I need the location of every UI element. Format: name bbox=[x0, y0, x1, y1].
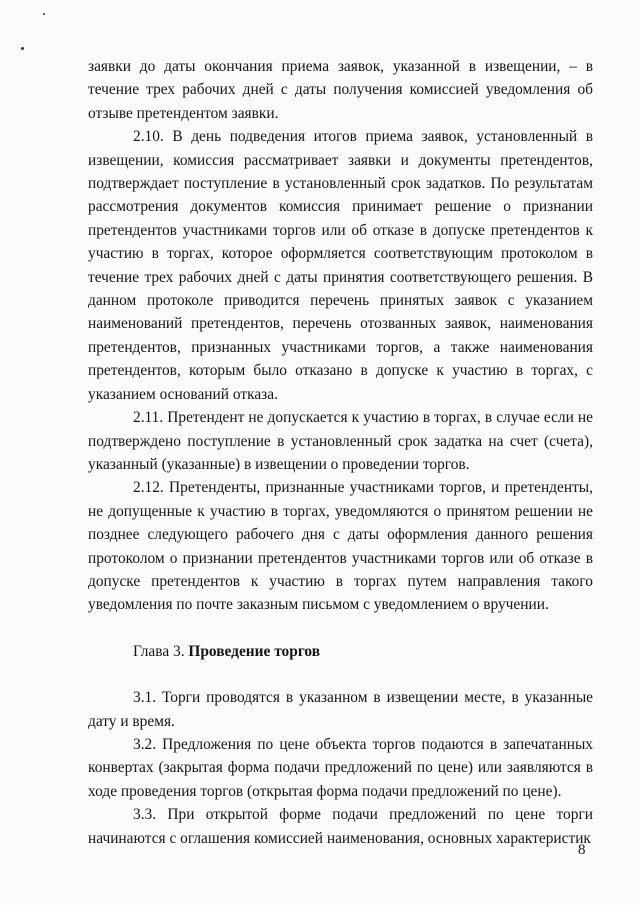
paragraph-3-2: 3.2. Предложения по цене объекта торгов подаются в запечатанных конвертах (закрытая форма подачи предложений по цене) или заявляются в ходе проведения торгов (открытая форма подачи предложений по цене). bbox=[88, 735, 593, 800]
scan-speck bbox=[21, 47, 24, 50]
chapter-title: Проведение торгов bbox=[188, 642, 321, 660]
paragraph-3-3: 3.3. При открытой форме подачи предложений по цене торги начинаются с оглашения комиссией наименования, основных характеристик bbox=[88, 806, 593, 847]
paragraph-continuation: заявки до даты окончания приема заявок, указанной в извещении, – в течение трех рабочих дней с даты получения комиссией уведомления об отзыве претендентом заявки. bbox=[88, 58, 593, 122]
document-body bbox=[88, 55, 593, 850]
paragraph-3-1: 3.1. Торги проводятся в указанном в извещении месте, в указанные дату и время. bbox=[88, 689, 593, 730]
page-number: 8 bbox=[578, 842, 586, 858]
paragraph-2-11: 2.11. Претендент не допускается к участию в торгах, в случае если не подтверждено поступление в установленный срок задатка на счет (счета), указанный (указанные) в извещении о проведении торгов. bbox=[88, 409, 593, 473]
chapter-heading bbox=[88, 640, 593, 663]
chapter-prefix: Глава 3. bbox=[133, 642, 189, 660]
scan-speck bbox=[43, 13, 45, 15]
paragraph-2-10: 2.10. В день подведения итогов приема заявок, установленный в извещении, комиссия рассматривает заявки и документы претендентов, подтверждает поступление в установленный срок задатков. По результатам рассмотрения документов комиссия принимает решение о признании претендентов участниками торгов или об отказе в допуске претендентов к участию в торгах, которое оформляется соответствующим протоколом в течение трех рабочих дней с даты принятия соответствующего решения. В данном протоколе приводится перечень принятых заявок с указанием наименований претендентов, перечень отозванных заявок, наименования претендентов, признанных участниками торгов, а также наименования претендентов, которым было отказано в допуске к участию в торгах, с указанием оснований отказа. bbox=[88, 128, 593, 403]
paragraph-2-12: 2.12. Претенденты, признанные участниками торгов, и претенденты, не допущенные к участию в торгах, уведомляются о принятом решении не позднее следующего рабочего дня с даты оформления данного решения протоколом о признании претендентов участниками торгов или об отказе в допуске претендентов к участию в торгах путем направления такого уведомления по почте заказным письмом с уведомлением о вручении. bbox=[88, 479, 593, 614]
